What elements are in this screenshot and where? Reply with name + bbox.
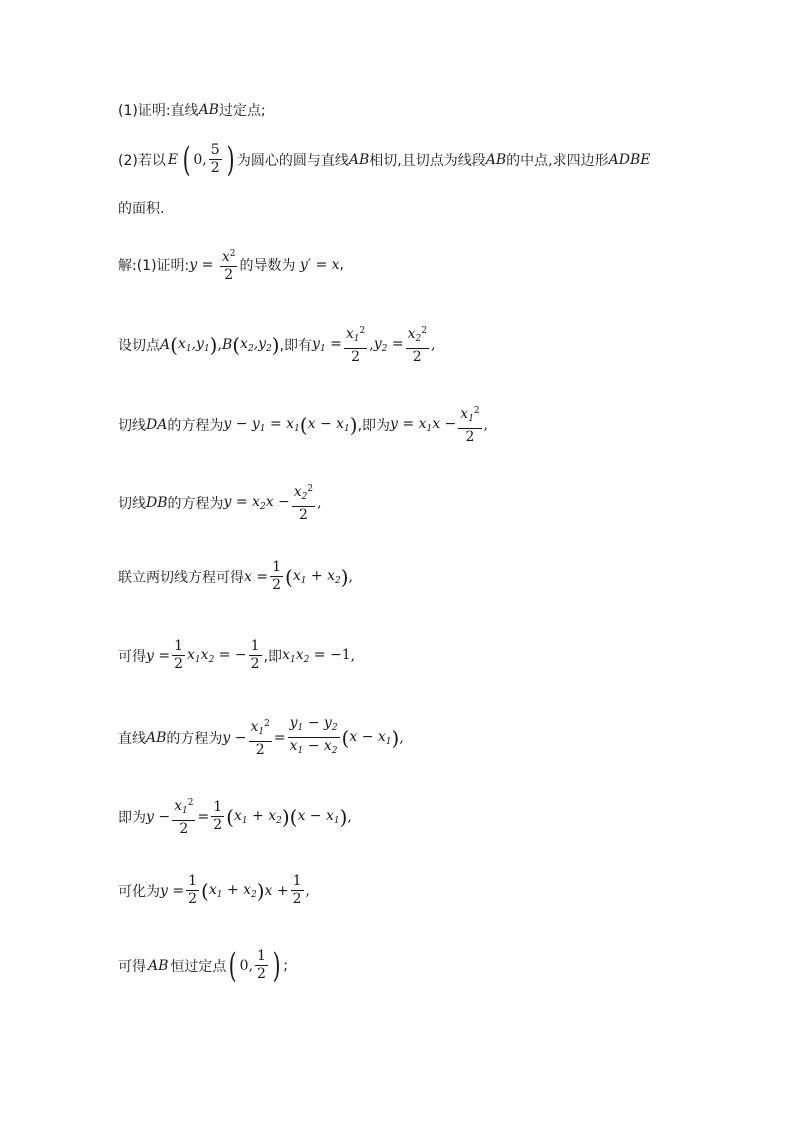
math-ab: AB [148, 957, 169, 974]
punct: , [305, 882, 310, 899]
punct: , [483, 416, 489, 433]
math-zero: 0, [239, 957, 254, 974]
math: $y_1$ = [312, 335, 342, 354]
tangent-db [118, 481, 322, 524]
math-y: y [189, 257, 198, 273]
paren: ( [201, 878, 209, 903]
punct: , [347, 808, 352, 825]
paren-right: ) [272, 945, 281, 986]
paren: ) [391, 725, 400, 750]
punct: , [369, 336, 374, 353]
frac-1-2: $\frac{1}{2}$ [188, 873, 198, 907]
punct: , [399, 729, 404, 746]
paren: ( [341, 725, 350, 750]
math-eq: = [273, 729, 286, 746]
combine-tangents [118, 559, 353, 594]
text: 切线 [118, 417, 146, 434]
text: 为圆心的圆与直线 [236, 152, 349, 169]
punct: , [217, 336, 222, 353]
get-y [118, 638, 355, 673]
paren: ) [340, 564, 349, 589]
math: $y_2$ = [373, 335, 404, 354]
paren: ( [170, 332, 178, 357]
math: $y - y_1 = x_1$ [223, 415, 300, 434]
paren: ) [256, 878, 265, 903]
math: $x - x_1$ [349, 728, 392, 747]
text: 可得 [118, 648, 146, 665]
paren: ( [285, 564, 293, 589]
text: ,即有 [279, 337, 313, 354]
math: $x_1 + x_2$ [292, 567, 341, 586]
math-yprime: y′ = x [295, 257, 340, 273]
punct: , [430, 336, 436, 353]
text: 过定点; [218, 103, 266, 119]
punct: ; [283, 957, 288, 974]
math-point-a: A [160, 336, 171, 353]
math: $x_1,y_1$ [177, 335, 210, 354]
punct: , [350, 647, 356, 664]
math-e: E [167, 151, 179, 168]
frac-x2sq-2: $\frac{x_2^2}{2}$ [406, 323, 429, 366]
solution-derivative [118, 246, 344, 284]
paren-left: ( [182, 139, 191, 180]
math: y − [222, 729, 247, 746]
frac-1-2: $\frac{1}{2}$ [174, 638, 184, 672]
frac-1-2: $\frac{1}{2}$ [272, 559, 281, 593]
frac-x2sq-2: $\frac{x_2^2}{2}$ [292, 481, 315, 524]
math-ab: AB [348, 151, 370, 168]
math-ab: AB [146, 729, 167, 746]
text: 联立两切线方程可得 [118, 569, 244, 586]
line-ab-equation [118, 715, 404, 760]
text: 恒过定点 [170, 958, 227, 975]
math: $x_1x_2 = -1$ [282, 646, 351, 665]
text: (1)证明:直线 [118, 103, 199, 119]
punct: , [339, 257, 344, 273]
math: $y = x_2x$ − [223, 493, 290, 512]
math: y = [146, 647, 171, 664]
frac-x1sq-2: $\frac{x_1^2}{2}$ [249, 716, 272, 759]
math: $x - x_1$ [297, 807, 340, 826]
paren: ) [271, 332, 280, 357]
paren: ) [209, 332, 218, 357]
math-ab: AB [198, 102, 219, 118]
text: 的面积. [118, 201, 165, 217]
math-da: DA [146, 416, 168, 433]
math: $x_1 + x_2$ [233, 807, 282, 826]
math: y = [160, 882, 185, 899]
punct: , [317, 494, 322, 511]
part2-statement [118, 139, 651, 180]
text: 的方程为 [166, 730, 223, 747]
text: 设切点 [118, 337, 160, 354]
part2-continuation [118, 198, 164, 218]
text: 即为 [118, 809, 146, 826]
conclusion [118, 945, 288, 986]
math-ab: AB [485, 151, 507, 168]
math: $x_1x_2$ = − [187, 646, 247, 665]
paren: ) [349, 412, 358, 437]
text: (2)若以 [118, 152, 166, 169]
frac-1-2: $\frac{1}{2}$ [250, 638, 260, 672]
frac-5-2: $\frac{5}{2}$ [210, 142, 220, 176]
math: $x - x_1$ [307, 415, 350, 434]
math: $x_2,y_2$ [240, 335, 272, 354]
frac-x1sq-2: $\frac{x_1^2}{2}$ [458, 403, 481, 446]
part1-statement [118, 100, 266, 120]
text: 的导数为 [239, 258, 296, 274]
paren: )( [281, 804, 298, 829]
tangent-da [118, 403, 488, 446]
text: ,即为 [357, 417, 391, 434]
math-eq: = [197, 808, 210, 825]
text: 相切,且切点为线段 [369, 152, 486, 169]
text: 直线 [118, 730, 146, 747]
text: 可化为 [118, 883, 160, 900]
math: y − [146, 808, 171, 825]
paren: ( [299, 412, 308, 437]
frac-x1sq-2: $\frac{x_1^2}{2}$ [172, 795, 195, 838]
paren: ( [226, 804, 234, 829]
paren: ) [339, 804, 348, 829]
math: x + [264, 882, 289, 899]
paren: ( [232, 332, 241, 357]
frac-1-2: $\frac{1}{2}$ [257, 948, 266, 982]
math-db: DB [146, 494, 168, 511]
frac-x1sq-2: $\frac{x_1^2}{2}$ [344, 323, 367, 366]
math: $x_1 + x_2$ [208, 881, 257, 900]
paren-right: ) [226, 139, 235, 180]
text: 的中点,求四边形 [506, 152, 609, 169]
frac-1-2: $\frac{1}{2}$ [213, 799, 223, 833]
text: 切线 [118, 495, 146, 512]
math: x = [244, 568, 269, 585]
math-adbe: ADBE [608, 151, 651, 168]
is-line [118, 795, 352, 838]
frac-1-2: $\frac{1}{2}$ [292, 873, 302, 907]
set-tangent-points [118, 323, 435, 366]
text: 的方程为 [167, 495, 224, 512]
paren-left: ( [229, 945, 238, 986]
frac-slope: $\frac{y_1 - y_2}{x_1 - x_2}$ [289, 715, 338, 756]
math-point-b: B [221, 336, 233, 353]
text: 可得 [118, 958, 146, 975]
math: $y = x_1x$ − [390, 415, 457, 434]
math-zero: 0, [193, 151, 207, 168]
text: 解:(1)证明: [118, 258, 190, 274]
frac-x2-2: $\frac{x^2}{2}$ [220, 246, 238, 284]
text: ,即 [263, 648, 283, 665]
simplify [118, 873, 310, 908]
text: 的方程为 [167, 417, 224, 434]
punct: , [348, 568, 353, 585]
math-eq: = [197, 257, 218, 273]
